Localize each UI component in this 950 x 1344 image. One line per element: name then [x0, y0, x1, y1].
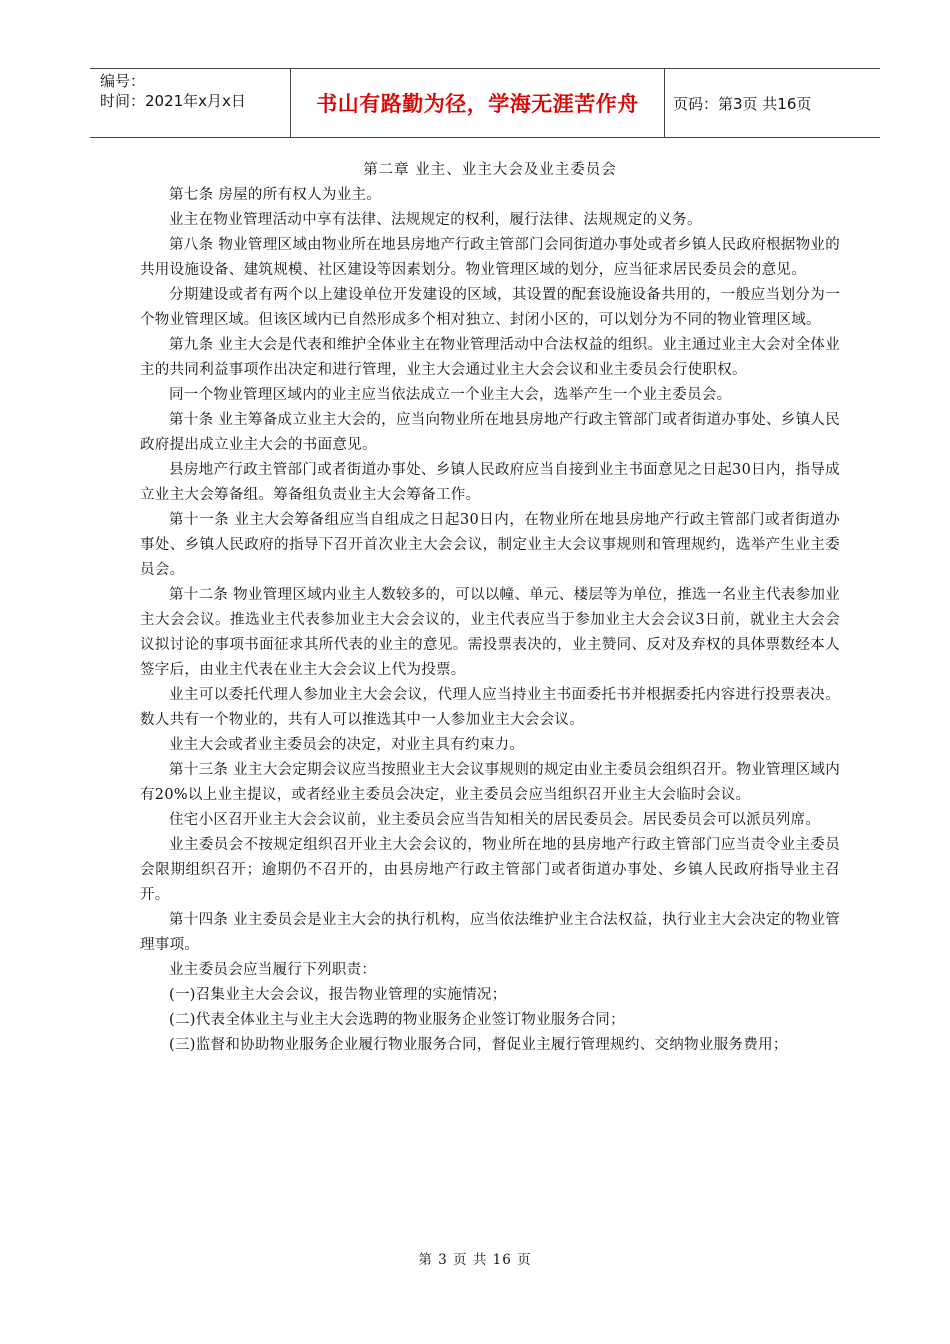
paragraph: 业主委员会不按规定组织召开业主大会会议的，物业所在地的县房地产行政主管部门应当责令业主委员会限期组织召开；逾期仍不召开的，由县房地产行政主管部门或者街道办事处、乡镇人民政府指导业主召开。	[140, 837, 840, 903]
paragraph: 第十三条 业主大会定期会议应当按照业主大会议事规则的规定由业主委员会组织召开。物业管理区域内有20%以上业主提议，或者经业主委员会决定，业主委员会应当组织召开业主大会临时会议。	[140, 762, 840, 803]
paragraph: 第十二条 物业管理区域内业主人数较多的，可以以幢、单元、楼层等为单位，推选一名业主代表参加业主大会会议。推选业主代表参加业主大会会议的，业主代表应当于参加业主大会会议3日前，就业主大会会议拟讨论的事项书面征求其所代表的业主的意见。需投票表决的，业主赞同、反对及弃权的具体票数经本人签字后，由业主代表在业主大会会议上代为投票。	[140, 587, 840, 678]
document-number-label: 编号：	[100, 72, 146, 90]
chapter-title: 第二章 业主、业主大会及业主委员会	[363, 162, 617, 178]
paragraph: 同一个物业管理区域内的业主应当依法成立一个业主大会，选举产生一个业主委员会。	[169, 387, 732, 403]
paragraph: 第十一条 业主大会筹备组应当自组成之日起30日内，在物业所在地县房地产行政主管部门或者街道办事处、乡镇人民政府的指导下召开首次业主大会会议，制定业主大会议事规则和管理规约，选举产生业主委员会。	[140, 512, 840, 578]
page-footer: 第 3 页 共 16 页	[418, 1252, 532, 1268]
paragraph: 第十四条 业主委员会是业主大会的执行机构，应当依法维护业主合法权益，执行业主大会决定的物业管理事项。	[140, 912, 840, 953]
paragraph: 县房地产行政主管部门或者街道办事处、乡镇人民政府应当自接到业主书面意见之日起30日内，指导成立业主大会筹备组。筹备组负责业主大会筹备工作。	[140, 462, 840, 503]
document-body	[140, 158, 840, 1058]
paragraph: 业主委员会应当履行下列职责：	[169, 962, 377, 978]
header-page-number: 页码：第3页 共16页	[673, 94, 812, 113]
header-slogan: 书山有路勤为径，学海无涯苦作舟	[290, 69, 665, 137]
list-item: (三)监督和协助物业服务企业履行物业服务合同，督促业主履行管理规约、交纳物业服务费用；	[169, 1037, 788, 1053]
paragraph: 第八条 物业管理区域由物业所在地县房地产行政主管部门会同街道办事处或者乡镇人民政府根据物业的共用设施设备、建筑规模、社区建设等因素划分。物业管理区域的划分，应当征求居民委员会的意见。	[140, 237, 840, 278]
paragraph: 业主在物业管理活动中享有法律、法规规定的权利，履行法律、法规规定的义务。	[169, 212, 702, 228]
paragraph: 第十条 业主筹备成立业主大会的，应当向物业所在地县房地产行政主管部门或者街道办事处、乡镇人民政府提出成立业主大会的书面意见。	[140, 412, 840, 453]
header-meta	[90, 69, 290, 137]
paragraph: 分期建设或者有两个以上建设单位开发建设的区域，其设置的配套设施设备共用的，一般应当划分为一个物业管理区域。但该区域内已自然形成多个相对独立、封闭小区的，可以划分为不同的物业管理区域。	[140, 287, 840, 328]
paragraph: 第九条 业主大会是代表和维护全体业主在物业管理活动中合法权益的组织。业主通过业主大会对全体业主的共同利益事项作出决定和进行管理，业主大会通过业主大会会议和业主委员会行使职权。	[140, 337, 840, 378]
paragraph: 第七条 房屋的所有权人为业主。	[169, 187, 382, 203]
paragraph: 住宅小区召开业主大会会议前，业主委员会应当告知相关的居民委员会。居民委员会可以派员列席。	[169, 812, 821, 828]
document-time-label: 时间：2021年x月x日	[100, 92, 246, 110]
list-item: (二)代表全体业主与业主大会选聘的物业服务企业签订物业服务合同；	[169, 1012, 625, 1028]
page-header	[90, 68, 880, 138]
paragraph: 业主可以委托代理人参加业主大会会议，代理人应当持业主书面委托书并根据委托内容进行投票表决。数人共有一个物业的，共有人可以推选其中一人参加业主大会会议。	[140, 687, 840, 728]
list-item: (一)召集业主大会会议，报告物业管理的实施情况；	[169, 987, 507, 1003]
paragraph: 业主大会或者业主委员会的决定，对业主具有约束力。	[169, 737, 525, 753]
